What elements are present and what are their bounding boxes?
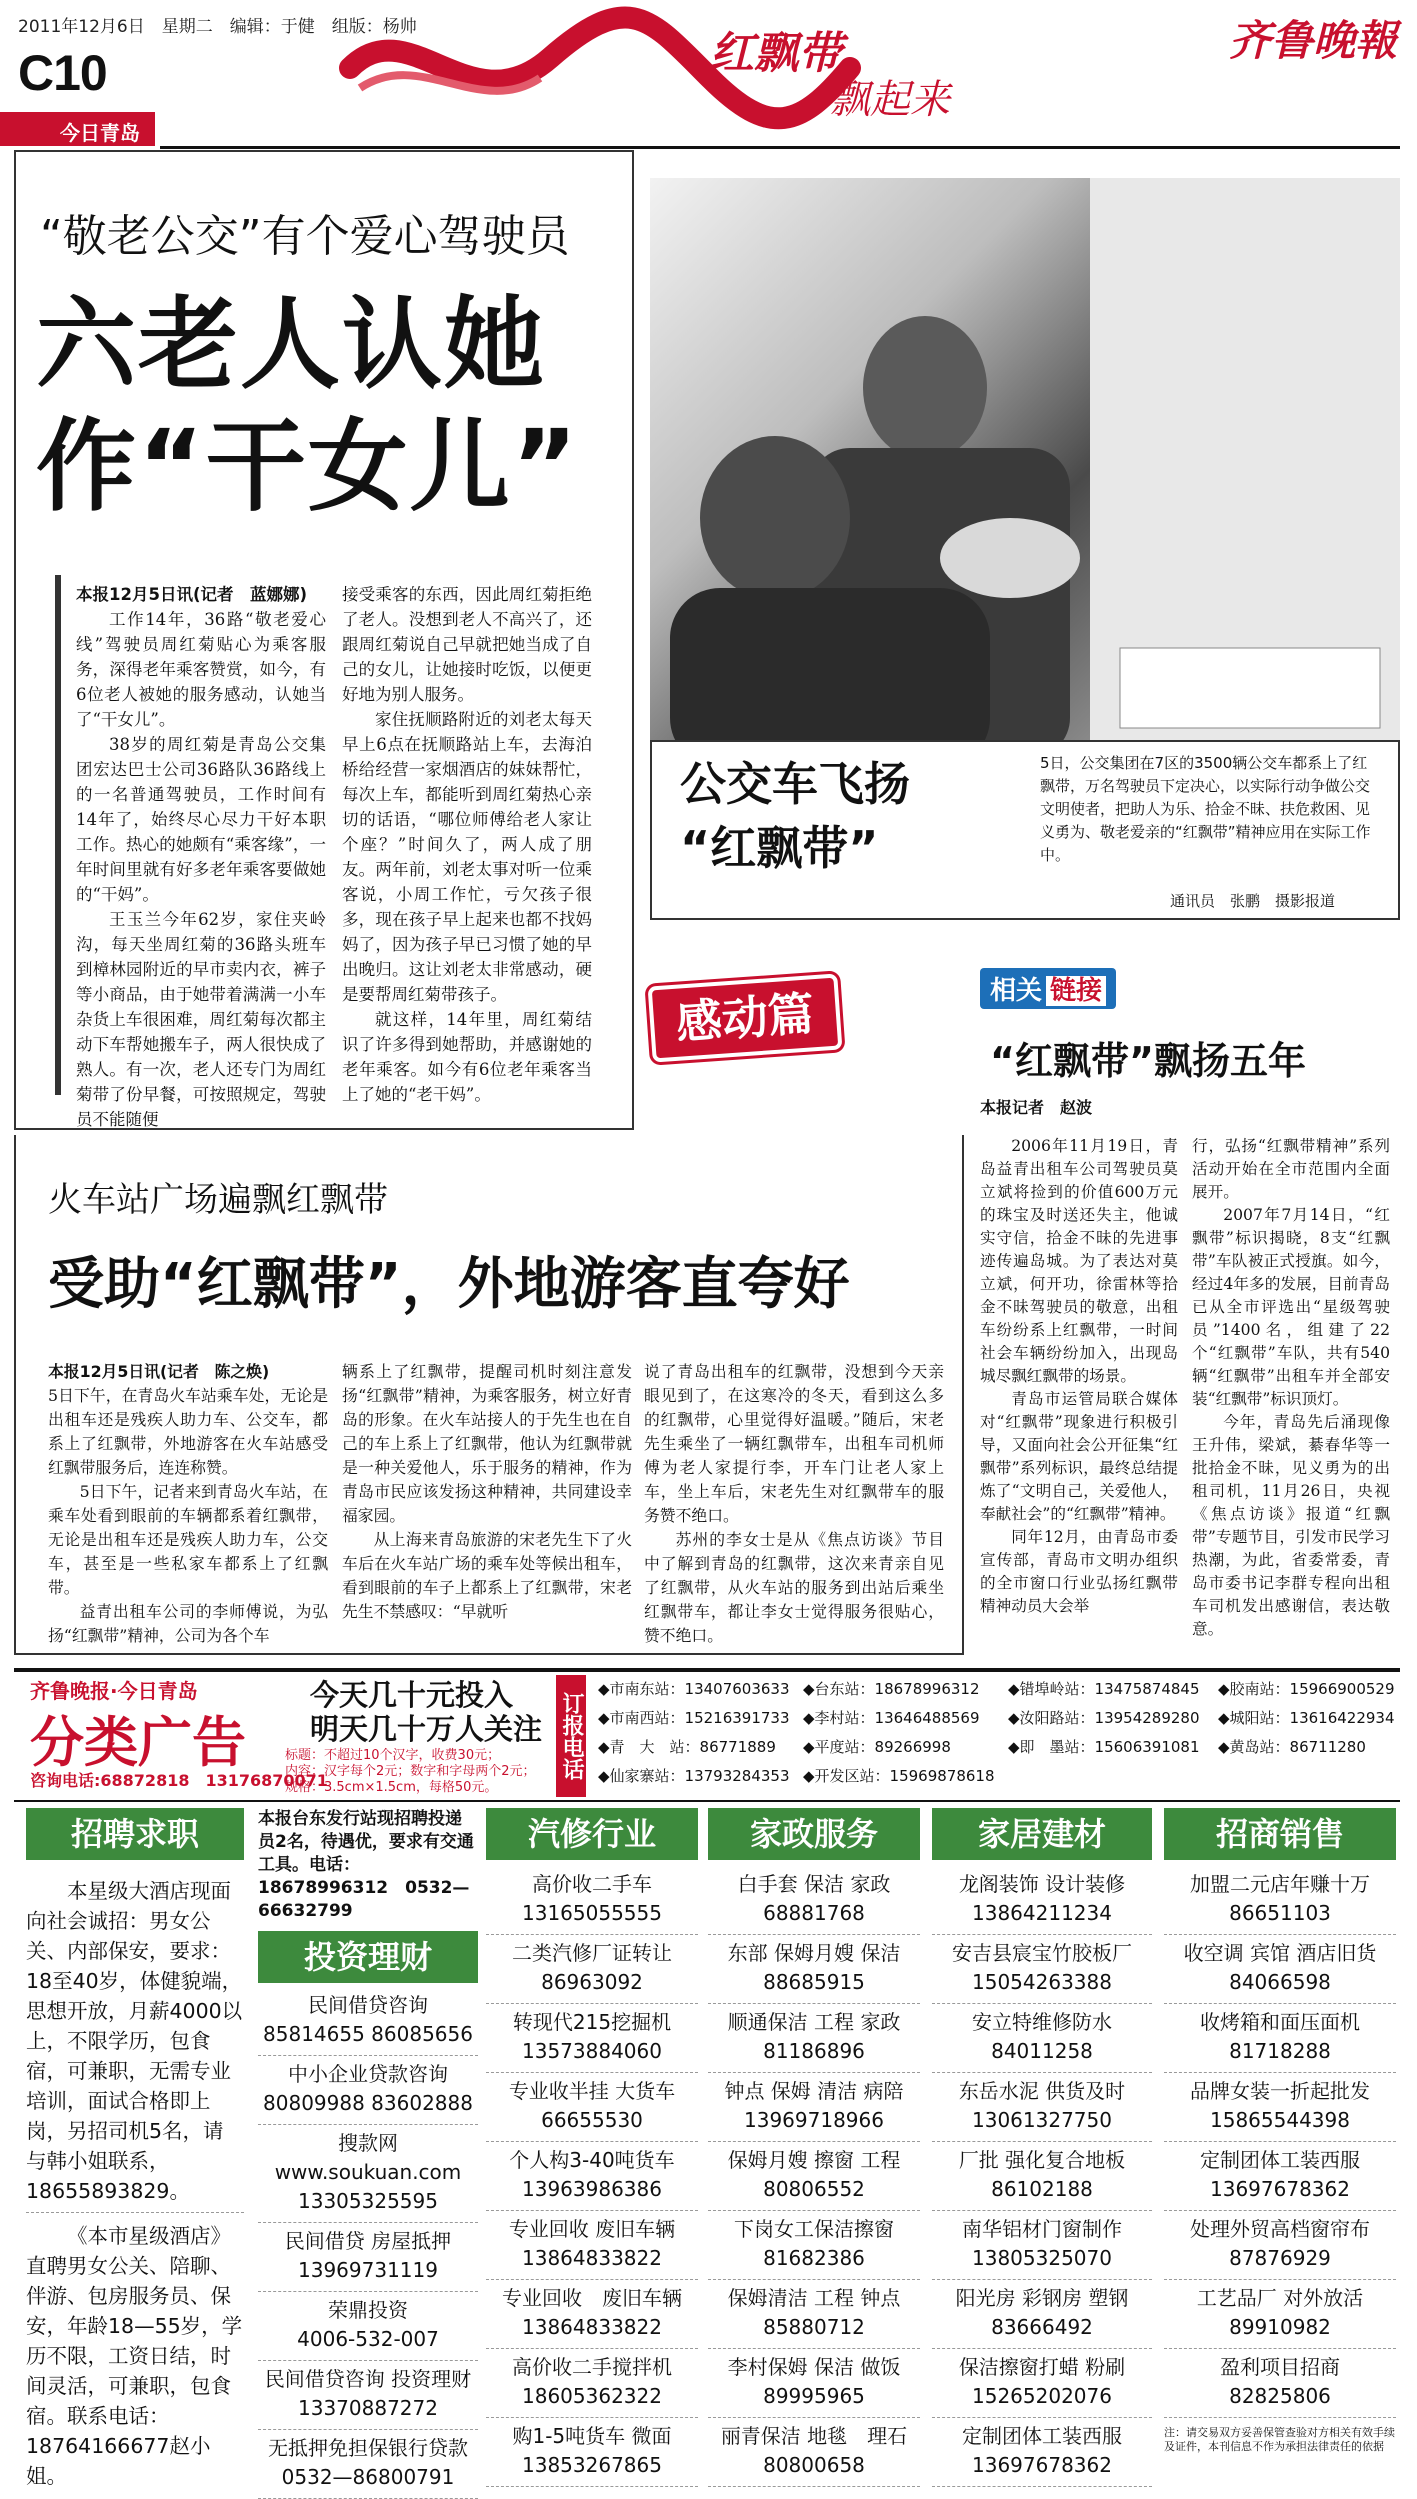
related-para: 今年，青岛先后涌现像王升伟，梁斌，綦春华等一批拾金不昧，见义勇为的出租司机，11月26日，央视《焦点访谈》报道“红飘带”专题节目，引发市民学习热潮，为此，省委常委，青岛市委书记李群专程向出租车司机发出感谢信，表达敬意。 bbox=[1192, 1413, 1390, 1638]
ad-entry: 李村保姆 保洁 做饭 89995965 bbox=[708, 2349, 920, 2418]
ads-recruit-notice: 本报台东发行站现招聘投递员2名，待遇优，要求有交通工具。电话：18678996312 0532—66632799 bbox=[258, 1809, 474, 1921]
ads-slogan-line2: 明天几十万人关注 bbox=[310, 1712, 543, 1746]
related-tag bbox=[980, 968, 1116, 1009]
ad-entry: 保洁擦窗打蜡 粉刷 15265202076 bbox=[932, 2349, 1152, 2418]
ads-col-building bbox=[932, 1808, 1152, 2487]
related-para: 行，弘扬“红飘带精神”系列活动开始在全市范围内全面展开。 bbox=[1192, 1137, 1390, 1201]
story1-headline bbox=[36, 284, 579, 528]
ads-top-rule bbox=[14, 1668, 1400, 1672]
ads-col-finance-head: 投资理财 bbox=[258, 1931, 478, 1983]
station-phone: ◆李村站：13646488569 bbox=[803, 1709, 980, 1727]
related-column-1 bbox=[980, 1135, 1178, 1618]
ad-entry: 荣鼎投资 4006-532-007 bbox=[258, 2292, 478, 2361]
ad-entry: 民间借贷咨询 85814655 86085656 bbox=[258, 1987, 478, 2056]
ad-entry: 东部 保姆月嫂 保洁 88685915 bbox=[708, 1935, 920, 2004]
ad-entry: 加盟二元店年赚十万 86651103 bbox=[1164, 1866, 1396, 1935]
related-title: “红飘带”飘扬五年 bbox=[990, 1039, 1306, 1083]
ad-entry: 高价收二手搅拌机 18605362322 bbox=[486, 2349, 698, 2418]
story2-para: 辆系上了红飘带，提醒司机时刻注意发扬“红飘带”精神，为乘客服务，树立好青岛的形象。在火车站接人的于先生也在自己的车上系上了红飘带，他认为红飘带就是一种关爱他人，乐于服务的精神，作为青岛市民应该发扬这种精神，共同建设幸福家园。 bbox=[342, 1362, 632, 1525]
station-phone: ◆青 大 站：86771889 bbox=[598, 1738, 776, 1756]
story2-para: 说了青岛出租车的红飘带，没想到今天亲眼见到了，在这寒冷的冬天，看到这么多的红飘带，心里觉得好温暖。”随后，宋老先生乘坐了一辆红飘带车，出租车司机师傅为老人家提行李，开车门让老人家上车，坐上车后，宋老先生对红飘带车的服务赞不绝口。 bbox=[644, 1362, 944, 1525]
station-phone bbox=[1008, 1762, 1218, 1791]
ad-entry: 安吉县宸宝竹胶板厂 15054263388 bbox=[932, 1935, 1152, 2004]
ads-brand: 齐鲁晚报·今日青岛 bbox=[30, 1679, 198, 1703]
ad-entry: 搜款网 www.soukuan.com 13305325595 bbox=[258, 2125, 478, 2223]
related-para: 2006年11月19日，青岛益青出租车公司驾驶员莫立斌将捡到的价值600万元的珠宝及时送还失主，他诚实守信，拾金不昧的先进事迹传遍岛城。为了表达对莫立斌，何开功，徐雷林等拾金不昧驾驶员的敬意，出租车纷纷系上红飘带，一时间社会车辆纷纷加入，出现岛城尽飘红飘带的场景。 bbox=[980, 1137, 1178, 1385]
story1-para: 就这样，14年里，周红菊结识了许多得到她帮助，并感谢她的老年乘客。如今有6位老年乘客当上了她的“老干妈”。 bbox=[342, 1010, 592, 1104]
header-rule bbox=[160, 146, 1400, 149]
ads-rates-line: 规格：3.5cm×1.5cm，每格50元。 bbox=[285, 1780, 498, 1795]
ads-col-building-body bbox=[932, 1866, 1152, 2487]
ads-col-building-head: 家居建材 bbox=[932, 1808, 1152, 1860]
station-phone: ◆即 墨站：15606391081 bbox=[1008, 1738, 1200, 1756]
ad-entry: 民间借贷咨询 投资理财 13370887272 bbox=[258, 2361, 478, 2430]
station-phone: ◆平度站：89266998 bbox=[803, 1738, 951, 1756]
ads-col-sales-head: 招商销售 bbox=[1164, 1808, 1396, 1860]
ad-entry: 转现代215挖掘机 13573884060 bbox=[486, 2004, 698, 2073]
station-phone: ◆仙家寨站：13793284353 bbox=[598, 1767, 790, 1785]
related-byline: 本报记者 赵波 bbox=[980, 1098, 1093, 1117]
story1-para: 家住抚顺路附近的刘老太每天早上6点在抚顺路站上车，去海泊桥给经营一家烟酒店的妹妹帮忙，每次上车，都能听到周红菊热心亲切的话语，“哪位师傅给老人家让个座？”时间久了，两人成了朋友。两年前，刘老太事对听一位乘客说，小周工作忙，亏欠孩子很多，现在孩子早上起来也都不找妈妈了，因为孩子早已习惯了她的早出晚归。这让刘老太非常感动，硬是要帮周红菊带孩子。 bbox=[342, 710, 592, 1004]
ad-entry: 《本市星级酒店》直聘男女公关、陪聊、伴游、包房服务员、保安，年龄18—55岁，学历不限，工资日结，时间灵活，可兼职，包食宿。联系电话：18764166677赵小姐。 bbox=[26, 2224, 243, 2488]
photo-caption-title-line1: 公交车飞扬 bbox=[680, 757, 910, 811]
ad-entry: 南华铝材门窗制作 13805325070 bbox=[932, 2211, 1152, 2280]
ads-col-sales bbox=[1164, 1808, 1396, 2454]
story2-column-1 bbox=[48, 1360, 328, 1648]
station-phone: ◆城阳站：13616422934 bbox=[1218, 1709, 1395, 1727]
ads-col-autorepair-body bbox=[486, 1866, 698, 2487]
ad-entry: 中小企业贷款咨询 80809988 83602888 bbox=[258, 2056, 478, 2125]
ad-entry: 专业收半挂 大货车 66655530 bbox=[486, 2073, 698, 2142]
story2-para: 5日下午，在青岛火车站乘车处，无论是出租车还是残疾人助力车、公交车，都系上了红飘带，外地游客在火车站感受红飘带服务后，连连称赞。 bbox=[48, 1386, 328, 1477]
newspaper-brand: 齐鲁晚報 bbox=[1228, 16, 1397, 65]
photo-caption-title bbox=[680, 752, 910, 880]
ads-disclaimer: 注：请交易双方妥善保管查验对方相关有效手续及证件，本刊信息不作为承担法律责任的依据 bbox=[1164, 2426, 1395, 2453]
ads-col-autorepair bbox=[486, 1808, 698, 2487]
story2-column-2 bbox=[342, 1360, 632, 1624]
ad-entry: 工艺品厂 对外放活 89910982 bbox=[1164, 2280, 1396, 2349]
ad-entry: 高价收二手车 13165055555 bbox=[486, 1866, 698, 1935]
ads-col-housekeeping-head: 家政服务 bbox=[708, 1808, 920, 1860]
story1-byline: 本报12月5日讯(记者 蓝娜娜) bbox=[76, 585, 308, 604]
photo-caption-title-line2: “红飘带” bbox=[680, 821, 879, 875]
station-phone: ◆错埠岭站：13475874845 bbox=[1008, 1680, 1200, 1698]
ads-rates-line: 标题：不超过10个汉字，收费30元； bbox=[285, 1748, 501, 1763]
story1-para: 38岁的周红菊是青岛公交集团宏达巴士公司36路队36路线上的一名普通驾驶员，工作时间有14年了，始终尽心尽力干好本职工作。热心的她颇有“乘客缘”，一年时间里就有好多老年乘客要做她的“干妈”。 bbox=[76, 735, 326, 904]
ad-entry: 专业回收 废旧车辆 13864833822 bbox=[486, 2211, 698, 2280]
story2-kicker: 火车站广场遍飘红飘带 bbox=[48, 1180, 388, 1220]
ad-entry: 下岗女工保洁擦窗 81682386 bbox=[708, 2211, 920, 2280]
ads-slogan-line1: 今天几十元投入 bbox=[310, 1678, 514, 1712]
ad-entry: 无抵押免担保银行贷款 0532—86800791 bbox=[258, 2430, 478, 2499]
related-tag-part2: 链接 bbox=[1046, 976, 1106, 1006]
ad-entry: 专业回收 废旧车辆 13864833822 bbox=[486, 2280, 698, 2349]
ad-entry: 定制团体工装西服 13697678362 bbox=[1164, 2142, 1396, 2211]
subscribe-label: 订报电话 bbox=[556, 1675, 586, 1797]
related-para: 青岛市运管局联合媒体对“红飘带”现象进行积极引导，又面向社会公开征集“红飘带”系列标识，最终总结提炼了“文明自己，关爱他人，奉献社会”的“红飘带”精神。 bbox=[980, 1390, 1178, 1523]
story1-side-rule bbox=[55, 575, 61, 1095]
ads-col-housekeeping bbox=[708, 1808, 920, 2487]
story2-para: 苏州的李女士是从《焦点访谈》节目中了解到青岛的红飘带，这次来青亲自见了红飘带，从火车站的服务到出站后乘坐红飘带车，都让李女士觉得服务很贴心，赞不绝口。 bbox=[644, 1530, 944, 1645]
story1-headline-line1: 六老人认她 bbox=[36, 286, 546, 403]
emotion-stamp: 感动篇 bbox=[648, 973, 843, 1062]
ad-entry: 丽青保洁 地毯 理石 80800658 bbox=[708, 2418, 920, 2487]
station-phone: ◆黄岛站：86711280 bbox=[1218, 1738, 1366, 1756]
ad-entry: 顺通保洁 工程 家政 81186896 bbox=[708, 2004, 920, 2073]
ad-entry: 收空调 宾馆 酒店旧货 84066598 bbox=[1164, 1935, 1396, 2004]
ad-entry: 钟点 保姆 清洁 病陪 13969718966 bbox=[708, 2073, 920, 2142]
photo-caption-text: 5日，公交集团在7区的3500辆公交车都系上了红飘带，万名驾驶员下定决心，以实际行动争做公交文明使者，把助人为乐、拾金不昧、扶危救困、见义勇为、敬老爱亲的“红飘带”精神应用在实际工作中。 bbox=[1040, 754, 1371, 864]
story2-para: 5日下午，记者来到青岛火车站，在乘车处看到眼前的车辆都系着红飘带，无论是出租车还是残疾人助力车，公交车，甚至是一些私家车都系上了红飘带。 bbox=[48, 1482, 328, 1597]
ad-entry: 品牌女装一折起批发 15865544398 bbox=[1164, 2073, 1396, 2142]
ads-col-recruit bbox=[26, 1808, 244, 2491]
ad-entry: 定制团体工装西服 13697678362 bbox=[932, 2418, 1152, 2487]
story2-para: 从上海来青岛旅游的宋老先生下了火车后在火车站广场的乘车处等候出租车，看到眼前的车子上都系上了红飘带，宋老先生不禁感叹：“早就听 bbox=[342, 1530, 632, 1621]
page-number: C10 bbox=[18, 45, 107, 101]
column-gutter bbox=[965, 1130, 967, 1655]
red-ribbon-logo bbox=[330, 8, 1080, 138]
story1-kicker: “敬老公交”有个爱心驾驶员 bbox=[40, 211, 570, 262]
date-line: 2011年12月6日 星期二 编辑：于健 组版：杨帅 bbox=[18, 17, 417, 37]
photo-illustration bbox=[650, 178, 1400, 758]
ads-mid-rule bbox=[14, 1800, 1400, 1802]
ad-entry: 阳光房 彩钢房 塑钢 83666492 bbox=[932, 2280, 1152, 2349]
ads-rates-line: 内容：汉字每个2元；数字和字母两个2元； bbox=[285, 1764, 536, 1779]
photo-credit: 通讯员 张鹏 摄影报道 bbox=[1170, 892, 1336, 910]
section-tab: 今日青岛 bbox=[0, 112, 155, 146]
ad-entry: 保姆清洁 工程 钟点 85880712 bbox=[708, 2280, 920, 2349]
story2-para: 益青出租车公司的李师傅说，为弘扬“红飘带”精神，公司为各个车 bbox=[48, 1602, 328, 1645]
story1-column-2 bbox=[342, 582, 592, 1107]
station-phone: ◆市南西站：15216391733 bbox=[598, 1709, 790, 1727]
related-para: 2007年7月14日，“红飘带”标识揭晓，8支“红飘带”车队被正式授旗。如今，经过4年多的发展，目前青岛已从全市评选出“星级驾驶员”1400名，组建了22个“红飘带”车队，共有540辆“红飘带”出租车并全部安装“红飘带”标识顶灯。 bbox=[1192, 1206, 1390, 1408]
related-column-2 bbox=[1192, 1135, 1390, 1641]
story1-column-1 bbox=[76, 582, 326, 1132]
station-phone bbox=[1218, 1762, 1398, 1791]
ad-entry: 处理外贸高档窗帘布 87876929 bbox=[1164, 2211, 1396, 2280]
subscription-stations bbox=[598, 1675, 1398, 1791]
ads-title: 分类广告 bbox=[30, 1711, 246, 1774]
ads-col-recruit-head: 招聘求职 bbox=[26, 1808, 244, 1860]
ad-entry: 厂批 强化复合地板 86102188 bbox=[932, 2142, 1152, 2211]
ads-col-finance-body bbox=[258, 1987, 478, 2499]
story2-column-3 bbox=[644, 1360, 944, 1648]
station-phone: ◆胶南站：15966900529 bbox=[1218, 1680, 1395, 1698]
ads-rates bbox=[285, 1748, 536, 1796]
story1-headline-line2: 作“干女儿” bbox=[36, 408, 580, 525]
related-tag-part1: 相关 bbox=[990, 976, 1043, 1006]
ad-entry: 东岳水泥 供货及时 13061327750 bbox=[932, 2073, 1152, 2142]
ads-col-autorepair-head: 汽修行业 bbox=[486, 1808, 698, 1860]
ad-entry: 盈利项目招商 82825806 bbox=[1164, 2349, 1396, 2418]
ads-col-housekeeping-body bbox=[708, 1866, 920, 2487]
ads-hotline: 咨询电话:68872818 13176870071 bbox=[30, 1771, 328, 1790]
related-para: 同年12月，由青岛市委宣传部，青岛市文明办组织的全市窗口行业弘扬红飘带精神动员大会举 bbox=[980, 1528, 1178, 1615]
ad-entry: 安立特维修防水 84011258 bbox=[932, 2004, 1152, 2073]
logo-subtext: 飘起来 bbox=[830, 77, 950, 123]
story1-para: 王玉兰今年62岁，家住夹岭沟，每天坐周红菊的36路头班车到樟林园附近的早市卖内衣，裤子等小商品，由于她带着满满一小车杂货上车很困难，周红菊每次都主动下车帮她搬车子，两人很快成了熟人。有一次，老人还专门为周红菊带了份早餐，可按照规定，驾驶员不能随便 bbox=[76, 910, 326, 1129]
ad-entry: 龙阁装饰 设计装修 13864211234 bbox=[932, 1866, 1152, 1935]
story1-para: 接受乘客的东西，因此周红菊拒绝了老人。没想到老人不高兴了，还跟周红菊说自己早就把她当成了自己的女儿，让她接时吃饭，以便更好地为别人服务。 bbox=[342, 585, 592, 704]
station-phone: ◆开发区站：15969878618 bbox=[803, 1767, 995, 1785]
ad-entry: 本星级大酒店现面向社会诚招：男女公关、内部保安，要求：18至40岁，体健貌端，思想开放，月薪4000以上，不限学历，包食宿，可兼职，无需专业培训，面试合格即上岗，另招司机5名，请与韩小姐联系，18655893829。 bbox=[26, 1872, 244, 2213]
station-phone: ◆市南东站：13407603633 bbox=[598, 1680, 790, 1698]
ad-entry: 个人构3-40吨货车 13963986386 bbox=[486, 2142, 698, 2211]
ad-entry: 白手套 保洁 家政 68881768 bbox=[708, 1866, 920, 1935]
ad-entry: 购1-5吨货车 微面 13853267865 bbox=[486, 2418, 698, 2487]
ad-entry: 保姆月嫂 擦窗 工程 80806552 bbox=[708, 2142, 920, 2211]
story2-byline: 本报12月5日讯(记者 陈之焕) bbox=[48, 1362, 270, 1381]
story1-para: 工作14年，36路“敬老爱心线”驾驶员周红菊贴心为乘客服务，深得老年乘客赞赏，如今，有6位老人被她的服务感动，认她当了“干女儿”。 bbox=[76, 610, 326, 729]
story2-headline: 受助“红飘带”，外地游客直夸好 bbox=[48, 1252, 850, 1317]
ads-slogan bbox=[310, 1678, 542, 1746]
logo-text: 红飘带 bbox=[710, 28, 842, 79]
ads-col-recruit-body bbox=[26, 1872, 244, 2491]
photo-drivers-bus bbox=[650, 178, 1400, 758]
ad-entry: 民间借贷 房屋抵押 13969731119 bbox=[258, 2223, 478, 2292]
station-phone: ◆台东站：18678996312 bbox=[803, 1680, 980, 1698]
station-phone: ◆汝阳路站：13954289280 bbox=[1008, 1709, 1200, 1727]
ads-col-finance bbox=[258, 1808, 478, 2499]
ad-entry: 二类汽修厂证转让 86963092 bbox=[486, 1935, 698, 2004]
ad-entry: 收烤箱和面压面机 81718288 bbox=[1164, 2004, 1396, 2073]
ads-col-sales-body bbox=[1164, 1866, 1396, 2418]
